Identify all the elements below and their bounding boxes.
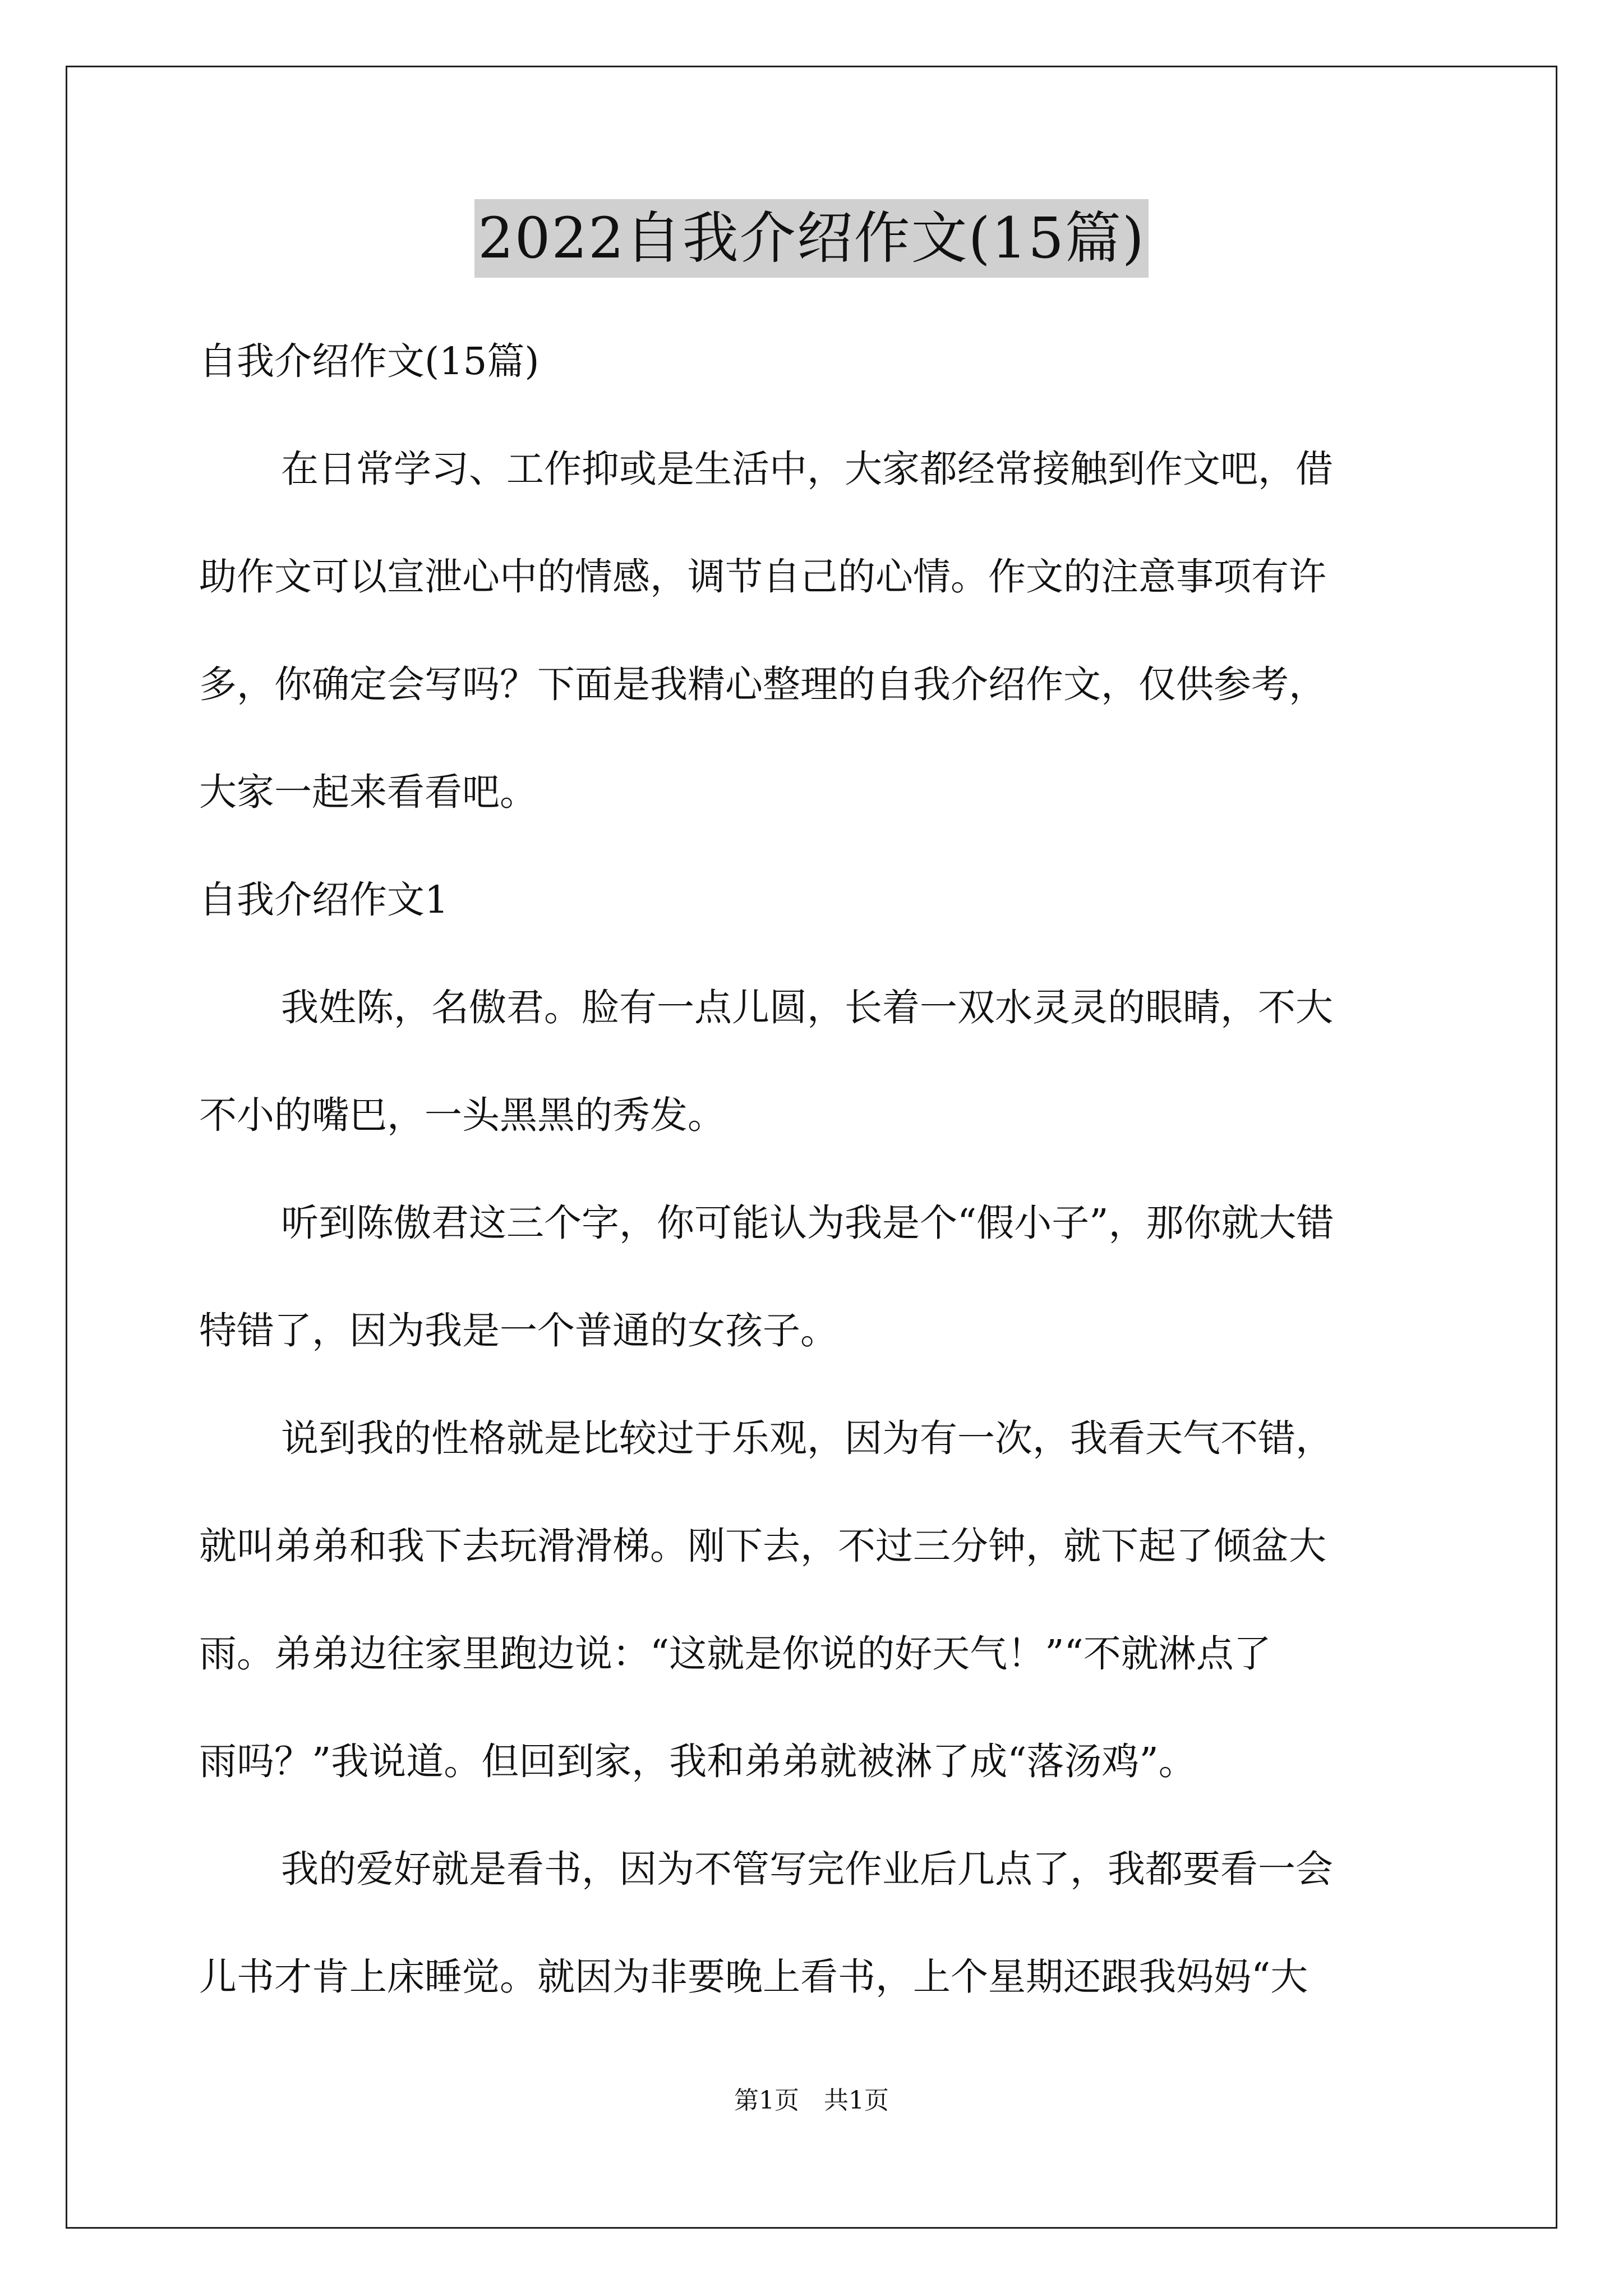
paragraph-line: 儿书才肯上床睡觉。就因为非要晚上看书，上个星期还跟我妈妈“大 — [199, 1955, 1308, 1999]
section-heading: 自我介绍作文1 — [199, 878, 449, 922]
paragraph-line: 说到我的性格就是比较过于乐观，因为有一次，我看天气不错， — [281, 1416, 1333, 1460]
page-footer: 第1页 共1页 — [734, 2086, 889, 2115]
heading-line: 自我介绍作文(15篇) — [199, 339, 540, 383]
paragraph-line: 我的爱好就是看书，因为不管写完作业后几点了，我都要看一会 — [281, 1847, 1333, 1891]
paragraph-line: 雨。弟弟边往家里跑边说：“这就是你说的好天气！”“不就淋点了 — [199, 1632, 1271, 1676]
paragraph-line: 多，你确定会写吗？下面是我精心整理的自我介绍作文，仅供参考， — [199, 662, 1326, 706]
paragraph-line: 助作文可以宣泄心中的情感，调节自己的心情。作文的注意事项有许 — [199, 555, 1326, 599]
paragraph-line: 就叫弟弟和我下去玩滑滑梯。刚下去，不过三分钟，就下起了倾盆大 — [199, 1524, 1326, 1568]
paragraph-line: 大家一起来看看吧。 — [199, 770, 537, 814]
paragraph-line: 在日常学习、工作抑或是生活中，大家都经常接触到作文吧，借 — [281, 447, 1333, 491]
document-body — [199, 307, 1433, 2031]
document-title: 2022自我介绍作文(15篇) — [474, 199, 1149, 278]
title-container — [0, 199, 1623, 278]
paragraph-line: 我姓陈，名傲君。脸有一点儿圆，长着一双水灵灵的眼睛，不大 — [281, 986, 1333, 1029]
paragraph-line: 听到陈傲君这三个字，你可能认为我是个“假小子”，那你就大错 — [281, 1201, 1334, 1245]
paragraph-line: 雨吗？”我说道。但回到家，我和弟弟就被淋了成“落汤鸡”。 — [199, 1740, 1196, 1783]
paragraph-line: 不小的嘴巴，一头黑黑的秀发。 — [199, 1093, 725, 1137]
paragraph-line: 特错了，因为我是一个普通的女孩子。 — [199, 1309, 838, 1352]
